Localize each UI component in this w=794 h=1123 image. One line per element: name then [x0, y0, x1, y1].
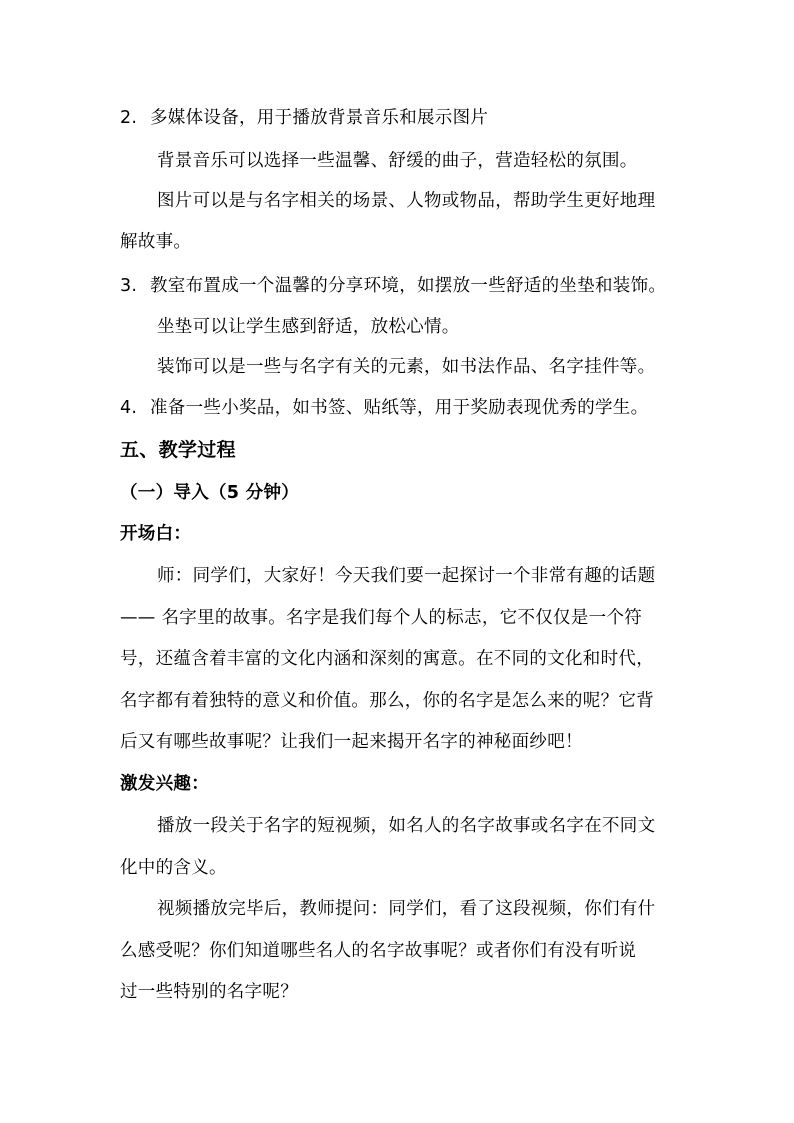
- section-heading: 五、教学过程: [120, 439, 236, 461]
- paragraph-line: 名字都有着独特的意义和价值。那么，你的名字是怎么来的呢？它背: [120, 691, 654, 711]
- list-item-2: [120, 107, 680, 129]
- paragraph-line: 后又有哪些故事呢？让我们一起来揭开名字的神秘面纱吧！: [120, 732, 583, 752]
- label-heading: 开场白：: [120, 524, 192, 544]
- paragraph-line: 解故事。: [120, 232, 192, 252]
- paragraph-line: 师：同学们，大家好！今天我们要一起探讨一个非常有趣的话题: [157, 566, 656, 586]
- list-item-4: [120, 397, 680, 419]
- paragraph-line: 坐垫可以让学生感到舒适，放松心情。: [157, 317, 460, 337]
- label-heading: 激发兴趣：: [120, 774, 209, 794]
- paragraph-line: 背景音乐可以选择一些温馨、舒缓的曲子，营造轻松的氛围。: [157, 151, 638, 171]
- list-number: 4.: [120, 398, 138, 418]
- paragraph-line: 么感受呢？你们知道哪些名人的名字故事呢？或者你们有没有听说: [120, 941, 637, 961]
- paragraph-line: —— 名字里的故事。名字是我们每个人的标志，它不仅仅是一个符: [120, 608, 643, 628]
- paragraph-line: 视频播放完毕后，教师提问：同学们，看了这段视频，你们有什: [157, 899, 656, 919]
- paragraph-line: 过一些特别的名字呢？: [120, 982, 298, 1002]
- list-item-text: 教室布置成一个温馨的分享环境，如摆放一些舒适的坐垫和装饰。: [150, 276, 667, 296]
- paragraph-line: 图片可以是与名字相关的场景、人物或物品，帮助学生更好地理: [157, 191, 656, 211]
- list-item-text: 准备一些小奖品，如书签、贴纸等，用于奖励表现优秀的学生。: [150, 398, 649, 418]
- paragraph-line: 装饰可以是一些与名字有关的元素，如书法作品、名字挂件等。: [157, 357, 656, 377]
- list-number: 2.: [120, 108, 138, 128]
- paragraph-line: 化中的含义。: [120, 858, 227, 878]
- list-number: 3.: [120, 276, 138, 296]
- paragraph-line: 播放一段关于名字的短视频，如名人的名字故事或名字在不同文: [157, 816, 656, 836]
- list-item-3: [120, 275, 680, 297]
- list-item-text: 多媒体设备，用于播放背景音乐和展示图片: [150, 108, 489, 128]
- paragraph-line: 号，还蕴含着丰富的文化内涵和深刻的寓意。在不同的文化和时代，: [120, 649, 654, 669]
- subsection-heading: （一）导入（5 分钟）: [120, 483, 300, 503]
